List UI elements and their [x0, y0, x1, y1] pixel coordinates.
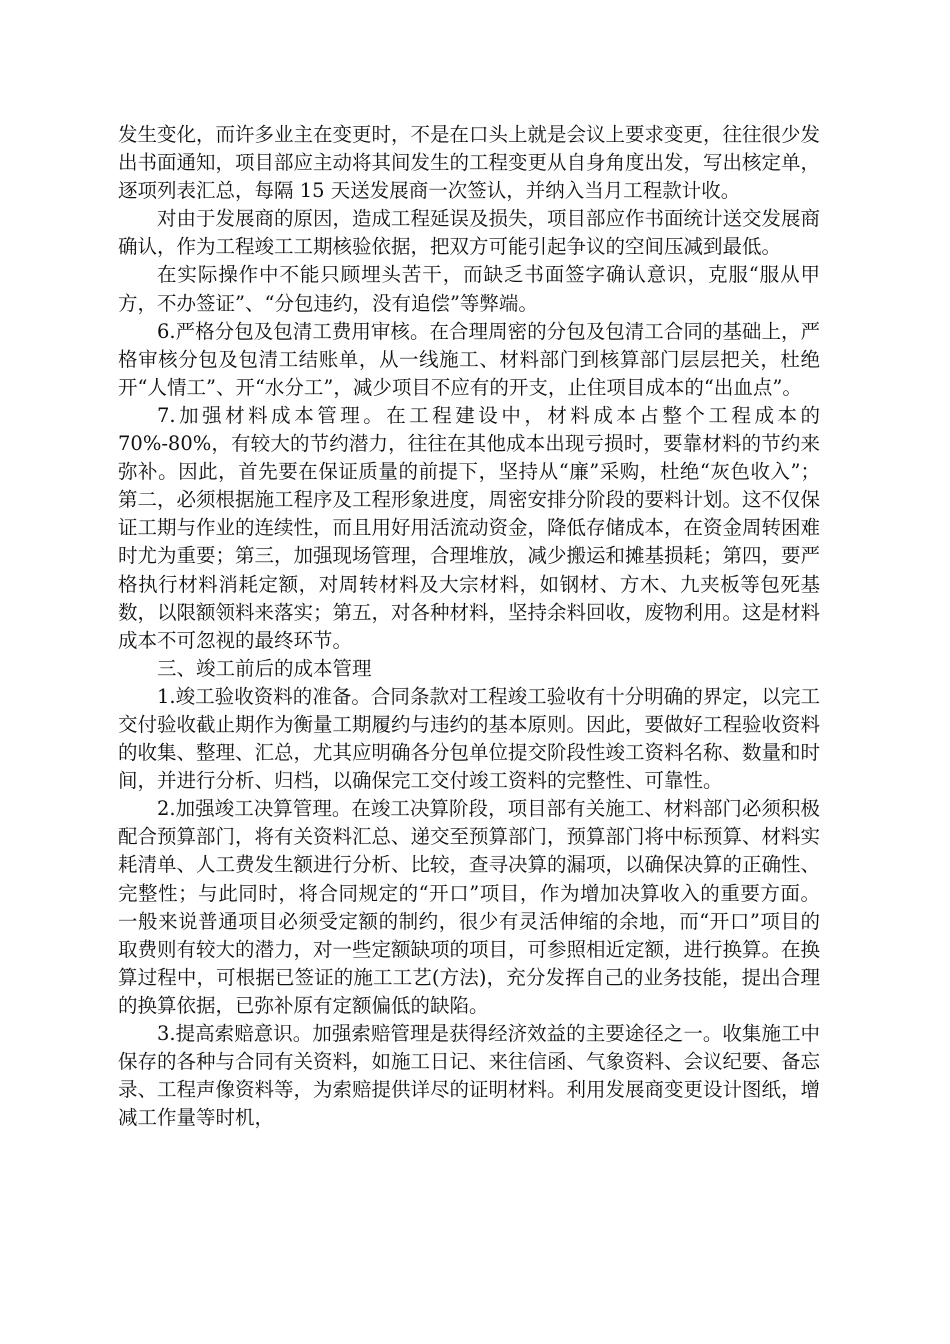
- paragraph-delay-loss: 对由于发展商的原因，造成工程延误及损失，项目部应作书面统计送交发展商确认，作为工程竣工工期核验依据，把双方可能引起争议的空间压减到最低。: [118, 207, 821, 259]
- paragraph-item-6: 6.严格分包及包清工费用审核。在合理周密的分包及包清工合同的基础上，严格审核分包及包清工结账单，从一线施工、材料部门到核算部门层层把关，杜绝开“人情工”、开“水分工”，减少项目不应有的开支，止住项目成本的“出血点”。: [118, 319, 820, 399]
- section-heading-3: 三、竣工前后的成本管理: [157, 656, 372, 680]
- paragraph-item-1: 1.竣工验收资料的准备。合同条款对工程竣工验收有十分明确的界定，以完工交付验收截止期作为衡量工期履约与违约的基本原则。因此，要做好工程验收资料的收集、整理、汇总，尤其应明确各分包单位提交阶段性竣工资料名称、数量和时间，并进行分析、归档，以确保完工交付竣工资料的完整性、可靠性。: [118, 684, 821, 793]
- document-body: [118, 121, 820, 1132]
- paragraph-item-2: 2.加强竣工决算管理。在竣工决算阶段，项目部有关施工、材料部门必须积极配合预算部门，将有关资料汇总、递交至预算部门，预算部门将中标预算、材料实耗清单、人工费发生额进行分析、比较，查寻决算的漏项，以确保决算的正确性、完整性；与此同时，将合同规定的“开口”项目，作为增加决算收入的重要方面。一般来说普通项目必须受定额的制约，很少有灵活伸缩的余地，而“开口”项目的取费则有较大的潜力，对一些定额缺项的项目，可参照相近定额，进行换算。在换算过程中，可根据已签证的施工工艺(方法)，充分发挥自己的业务技能，提出合理的换算依据，已弥补原有定额偏低的缺陷。: [118, 797, 821, 1017]
- paragraph-item-3: 3.提高索赔意识。加强索赔管理是获得经济效益的主要途径之一。收集施工中保存的各种与合同有关资料，如施工日记、来往信函、气象资料、会议纪要、备忘录、工程声像资料等，为索赔提供详尽的证明材料。利用发展商变更设计图纸，增减工作量等时机，: [118, 1022, 821, 1130]
- paragraph-item-7: 7.加强材料成本管理。在工程建设中，材料成本占整个工程成本的 70%-80%，有较大的节约潜力，往往在其他成本出现亏损时，要靠材料的节约来弥补。因此，首先要在保证质量的前提下，坚持从“廉”采购，杜绝“灰色收入”；第二，必须根据施工程序及工程形象进度，周密安排分阶段的要料计划。这不仅保证工期与作业的连续性，而且用好用活流动资金，降低存储成本，在资金周转困难时尤为重要；第三，加强现场管理，合理堆放，减少搬运和摊基损耗；第四，要严格执行材料消耗定额，对周转材料及大宗材料，如钢材、方木、九夹板等包死基数，以限额领料来落实；第五，对各种材料，坚持余料回收，废物利用。这是材料成本不可忽视的最终环节。: [118, 403, 821, 652]
- paragraph-continued: 发生变化，而许多业主在变更时，不是在口头上就是会议上要求变更，往往很少发出书面通知，项目部应主动将其间发生的工程变更从自身角度出发，写出核定单，逐项列表汇总，每隔 15 天送发展商一次签认，并纳入当月工程款计收。: [118, 123, 821, 203]
- paragraph-written-confirmation: 在实际操作中不能只顾埋头苦干，而缺乏书面签字确认意识，克服“服从甲方，不办签证”、“分包违约，没有追偿”等弊端。: [118, 263, 820, 315]
